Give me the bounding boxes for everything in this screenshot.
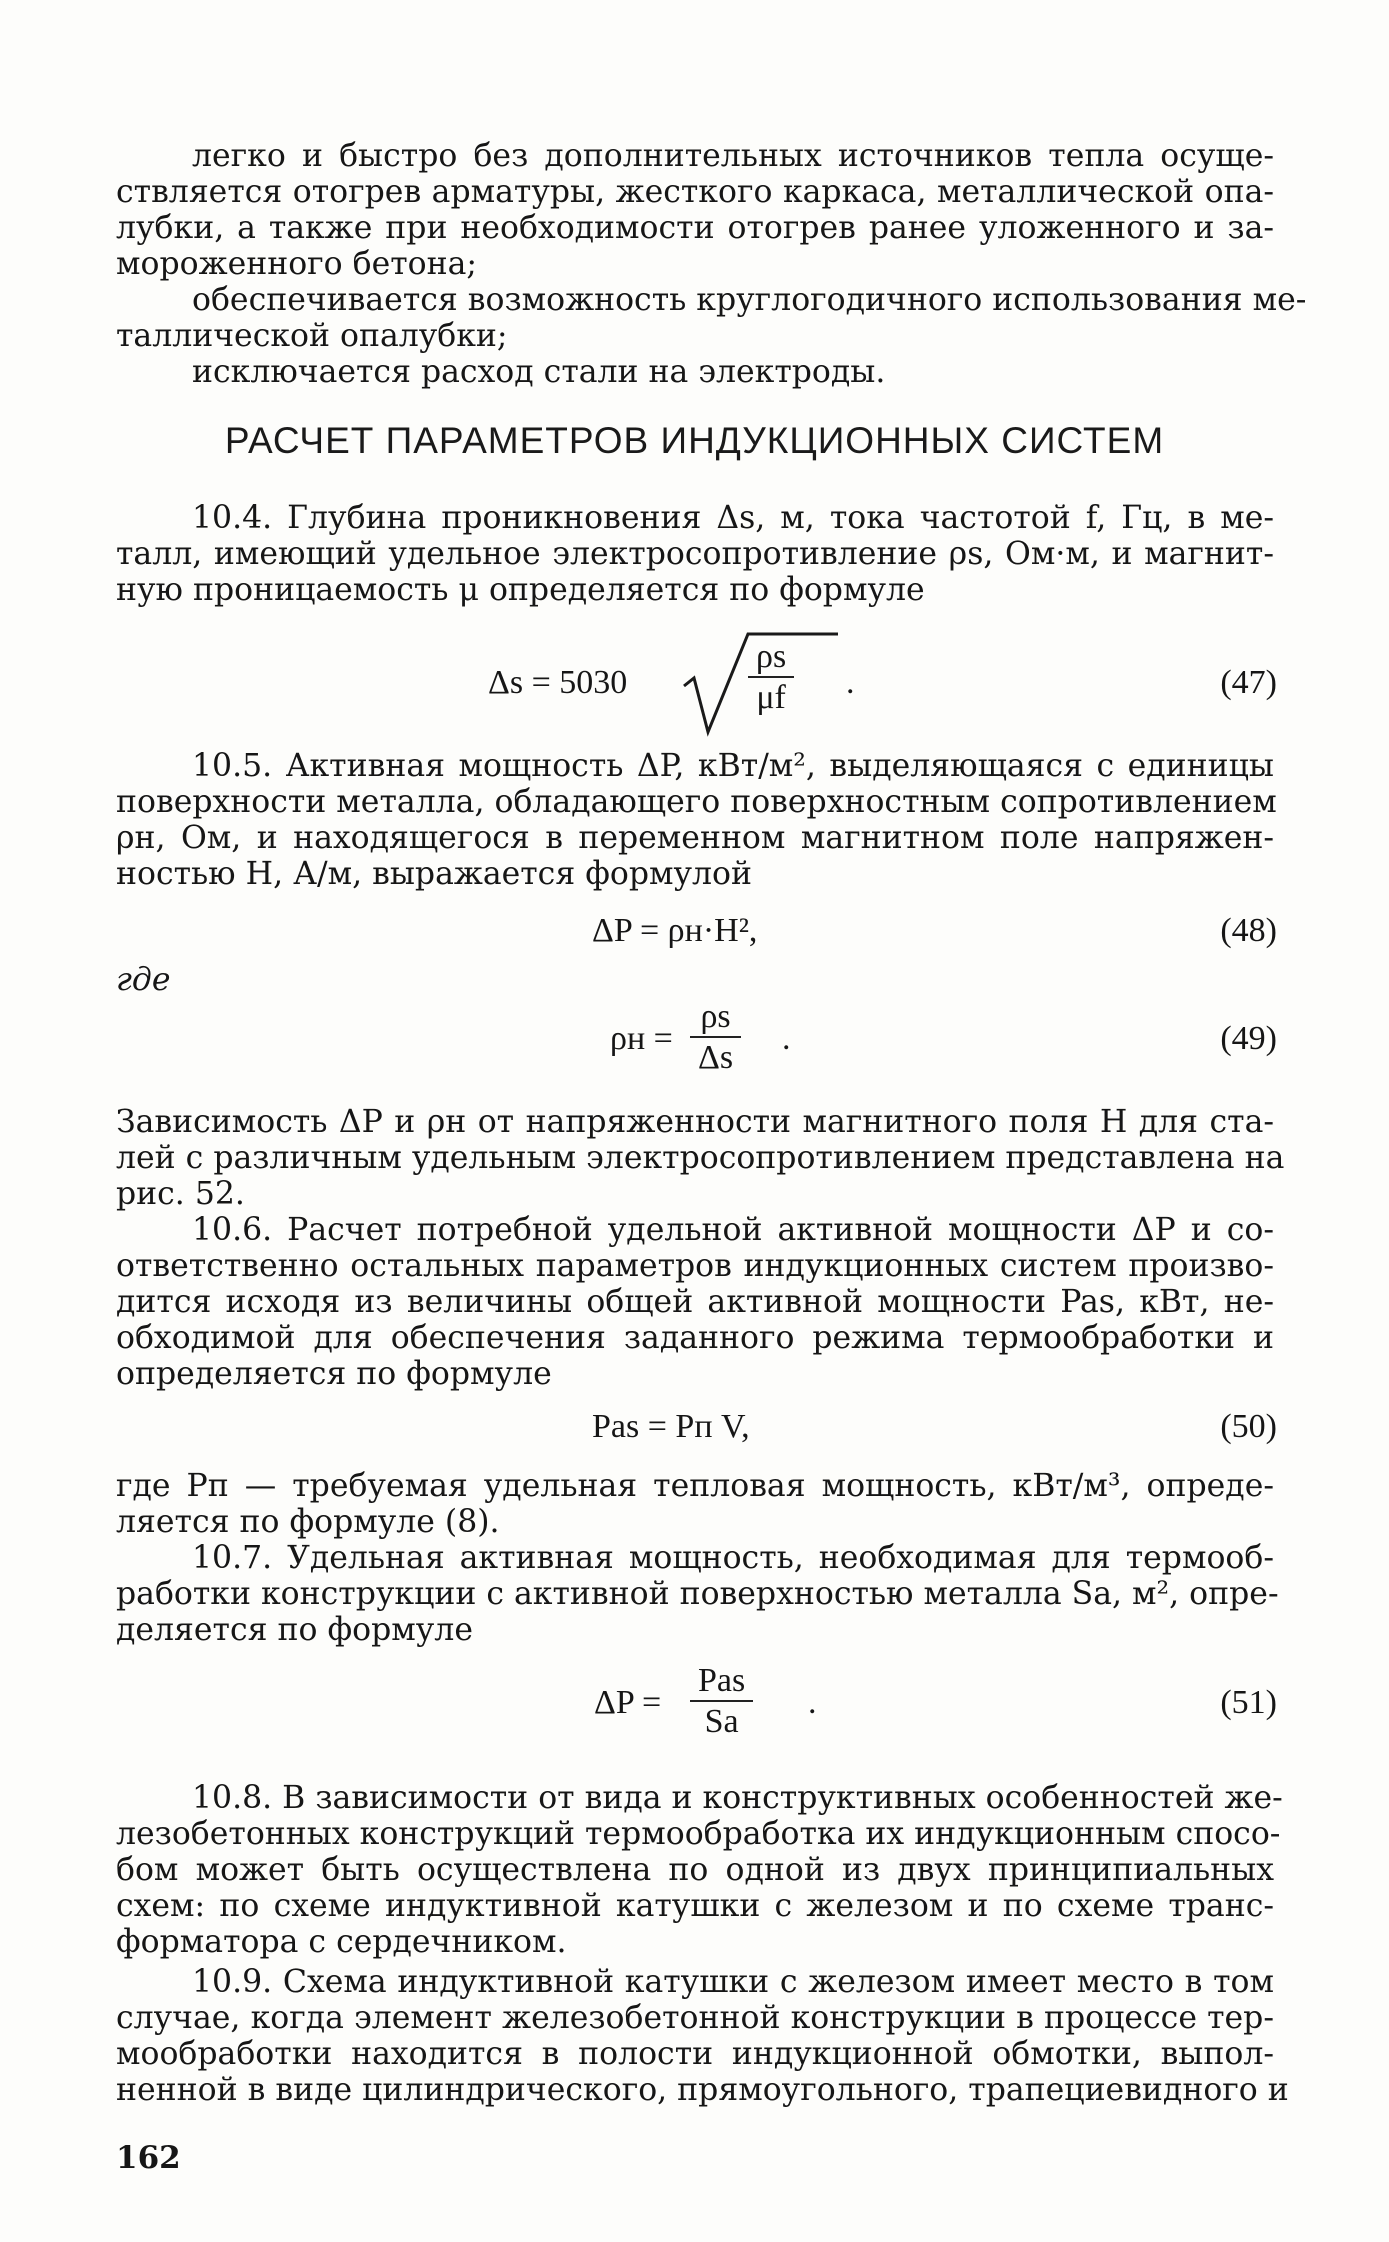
formula-51-lhs: ΔP = xyxy=(594,1684,662,1721)
text-line: случае, когда элемент железобетонной конструкции в процессе тер- xyxy=(116,2000,1274,2036)
text-line: деляется по формуле xyxy=(116,1612,473,1648)
text-line: 10.5. Активная мощность ΔP, кВт/м², выделяющаяся с единицы xyxy=(192,748,1274,784)
section-heading: РАСЧЕТ ПАРАМЕТРОВ ИНДУКЦИОННЫХ СИСТЕМ xyxy=(224,420,1165,461)
text-line: ствляется отогрев арматуры, жесткого каркаса, металлической опа- xyxy=(116,174,1274,210)
text-line: легко и быстро без дополнительных источников тепла осуще- xyxy=(192,138,1274,174)
text-line: схем: по схеме индуктивной катушки с железом и по схеме транс- xyxy=(116,1888,1274,1924)
text-line: ρн, Ом, и находящегося в переменном магнитном поле напряжен- xyxy=(116,820,1274,856)
formula-47-fraction xyxy=(748,638,794,718)
text-line: рис. 52. xyxy=(116,1176,245,1212)
formula-50 xyxy=(0,1408,1389,1452)
equation-number-47: (47) xyxy=(1220,664,1277,701)
text-line: лей с различным удельным электросопротивлением представлена на xyxy=(116,1140,1285,1176)
formula-47-lhs: Δs = 5030 xyxy=(488,664,628,701)
text-line: таллической опалубки; xyxy=(116,318,508,354)
paragraph-where-pp xyxy=(116,1468,1274,1540)
paragraph-10-7 xyxy=(116,1540,1279,1648)
paragraph-10-9 xyxy=(116,1964,1289,2108)
paragraph-10-6 xyxy=(116,1212,1274,1392)
text-line: исключается расход стали на электроды. xyxy=(192,354,886,390)
page-number: 162 xyxy=(116,2140,181,2176)
text-line: 10.9. Схема индуктивной катушки с железом имеет место в том xyxy=(192,1964,1274,2000)
formula-49-fraction xyxy=(690,998,741,1078)
text-line: ностью H, А/м, выражается формулой xyxy=(116,856,752,892)
equation-number-50: (50) xyxy=(1220,1408,1277,1445)
formula-punct: . xyxy=(782,1020,791,1057)
text-line: мообработки находится в полости индукционной обмотки, выпол- xyxy=(116,2036,1274,2072)
text-line: 10.6. Расчет потребной удельной активной мощности ΔP и со- xyxy=(192,1212,1274,1248)
text-line: бом может быть осуществлена по одной из двух принципиальных xyxy=(116,1852,1274,1888)
formula-punct: . xyxy=(846,664,855,701)
text-line: поверхности металла, обладающего поверхностным сопротивлением xyxy=(116,784,1277,820)
text-line: где Pп — требуемая удельная тепловая мощность, кВт/м³, опреде- xyxy=(116,1468,1274,1504)
where-label: где xyxy=(116,962,171,998)
fraction-numerator: ρs xyxy=(690,998,741,1038)
text-line: лубки, а также при необходимости отогрев ранее уложенного и за- xyxy=(116,210,1274,246)
text-line: мороженного бетона; xyxy=(116,246,478,282)
formula-49-lhs: ρн = xyxy=(610,1020,673,1057)
paragraph-10-8 xyxy=(116,1780,1283,1960)
paragraph-2 xyxy=(116,282,1307,354)
text-line: дится исходя из величины общей активной мощности Pas, кВт, не- xyxy=(116,1284,1274,1320)
formula-50-expr: Pas = Pп V, xyxy=(592,1408,750,1445)
formula-51-fraction xyxy=(690,1662,753,1742)
paragraph-10-5 xyxy=(116,748,1277,892)
text-line: ответственно остальных параметров индукционных систем произво- xyxy=(116,1248,1274,1284)
text-line: форматора с сердечником. xyxy=(116,1924,567,1960)
text-line: 10.8. В зависимости от вида и конструктивных особенностей же- xyxy=(192,1780,1283,1816)
text-line: ляется по формуле (8). xyxy=(116,1504,500,1540)
text-line: ную проницаемость μ определяется по формуле xyxy=(116,572,925,608)
text-line: работки конструкции с активной поверхностью металла Sa, м², опре- xyxy=(116,1576,1279,1612)
formula-47 xyxy=(0,628,1389,738)
formula-49 xyxy=(0,998,1389,1088)
formula-51 xyxy=(0,1660,1389,1752)
formula-48 xyxy=(0,912,1389,956)
text-line: обеспечивается возможность круглогодичного использования ме- xyxy=(192,282,1307,318)
text-line: талл, имеющий удельное электросопротивление ρs, Ом·м, и магнит- xyxy=(116,536,1274,572)
text-line: определяется по формуле xyxy=(116,1356,552,1392)
fraction-denominator: Sa xyxy=(704,1703,739,1740)
fraction-denominator: μf xyxy=(756,679,786,716)
equation-number-51: (51) xyxy=(1220,1684,1277,1721)
formula-punct: . xyxy=(808,1684,817,1721)
paragraph-dependence xyxy=(116,1104,1285,1212)
text-line: обходимой для обеспечения заданного режима термообработки и xyxy=(116,1320,1274,1356)
formula-48-expr: ΔP = ρн·H², xyxy=(592,912,758,949)
text-line: 10.7. Удельная активная мощность, необходимая для термооб- xyxy=(192,1540,1274,1576)
fraction-denominator: Δs xyxy=(698,1039,734,1076)
text-line: лезобетонных конструкций термообработка их индукционным спосо- xyxy=(116,1816,1281,1852)
equation-number-48: (48) xyxy=(1220,912,1277,949)
text-line: Зависимость ΔP и ρн от напряженности магнитного поля H для ста- xyxy=(116,1104,1274,1140)
fraction-numerator: Pas xyxy=(690,1662,753,1702)
equation-number-49: (49) xyxy=(1220,1020,1277,1057)
paragraph-10-4 xyxy=(116,500,1274,608)
paragraph-1 xyxy=(116,138,1274,282)
text-line: ненной в виде цилиндрического, прямоугольного, трапециевидного и xyxy=(116,2072,1289,2108)
fraction-numerator: ρs xyxy=(748,638,794,678)
paragraph-3 xyxy=(116,354,1274,390)
text-line: 10.4. Глубина проникновения Δs, м, тока частотой f, Гц, в ме- xyxy=(192,500,1274,536)
